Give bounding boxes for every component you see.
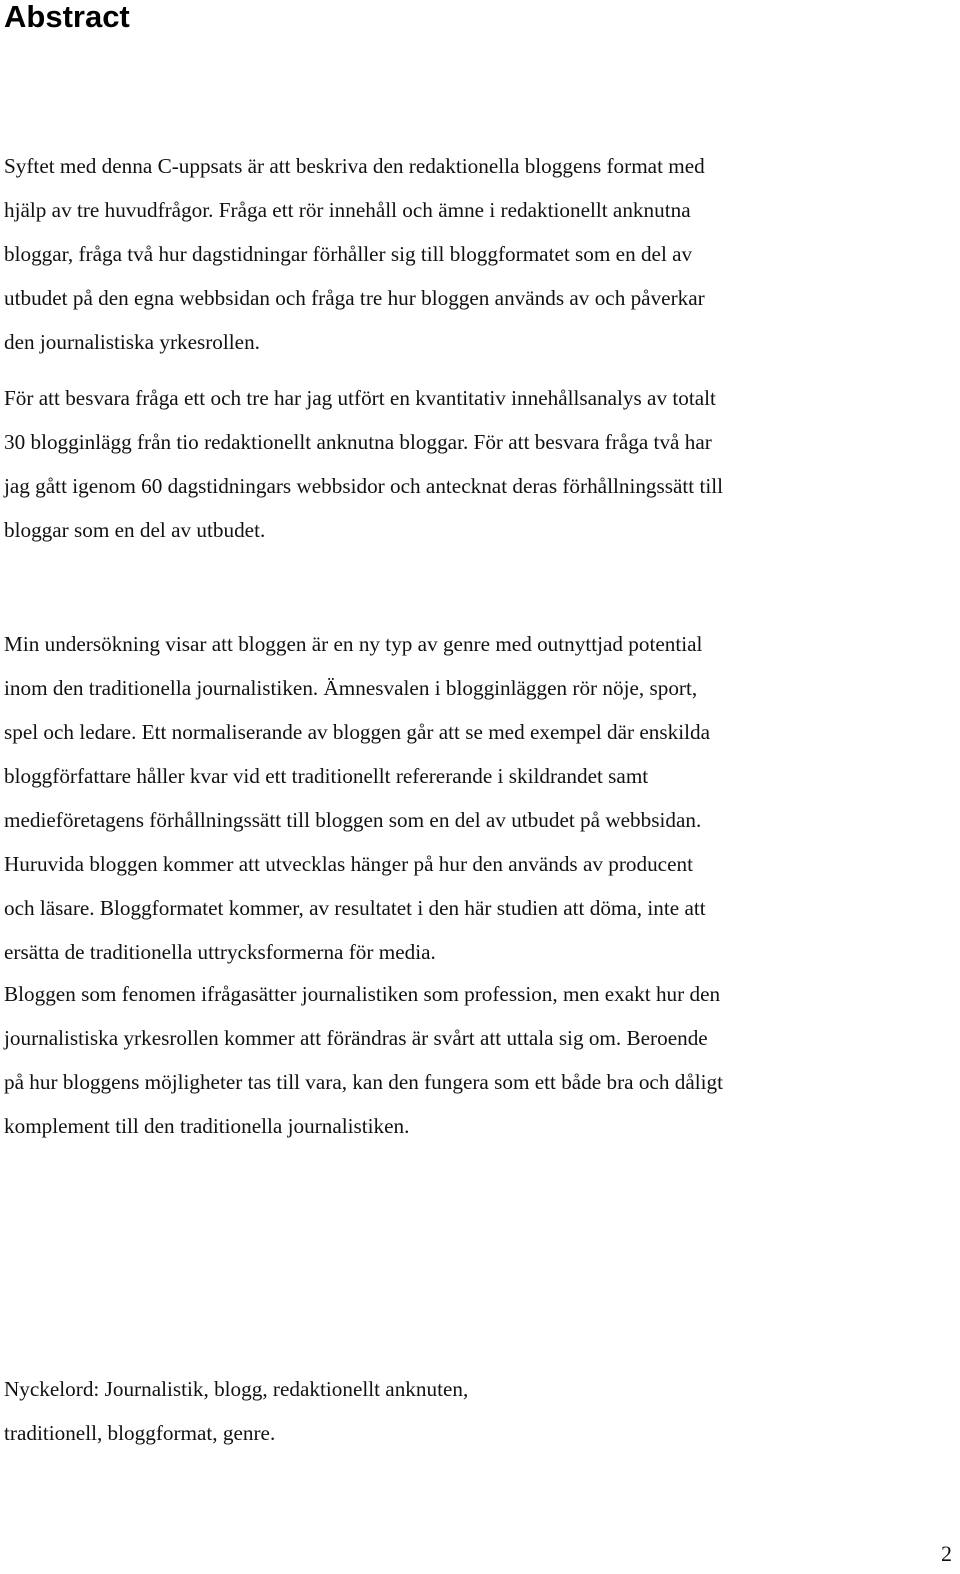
keywords: Nyckelord: Journalistik, blogg, redaktionellt anknuten, traditionell, bloggformat, genre.	[4, 1377, 469, 1445]
abstract-paragraph-method: För att besvara fråga ett och tre har jag utfört en kvantitativ innehållsanalys av totalt 30 blogginlägg från tio redaktionellt anknutna bloggar. För att besvara fråga två har jag gått igenom 60 dagstidningars webbsidor och antecknat deras förhållningssätt till bloggar som en del av utbudet.	[4, 386, 724, 542]
page-title: Abstract	[4, 0, 130, 34]
page-number: 2	[941, 1541, 952, 1566]
abstract-paragraph-purpose: Syftet med denna C-uppsats är att beskriva den redaktionella bloggens format med hjälp av tre huvudfrågor. Fråga ett rör innehåll och ämne i redaktionellt anknutna bloggar, fråga två hur dagstidningar förhåller sig till bloggformatet som en del av utbudet på den egna webbsidan och fråga tre hur bloggen används av och påverkar den journalistiska yrkesrollen.	[4, 154, 705, 354]
abstract-paragraph-results: Min undersökning visar att bloggen är en ny typ av genre med outnyttjad potential inom den traditionella journalistiken. Ämnesvalen i blogginläggen rör nöje, sport, spel och ledare. Ett normaliserande av bloggen går att se med exempel där enskilda bloggförfattare håller kvar vid ett traditionellt refererande i skildrandet samt medieföretagens förhållningssätt till bloggen som en del av utbudet på webbsidan. Huruvida bloggen kommer att utvecklas hänger på hur den används av producent och läsare. Bloggformatet kommer, av resultatet i den här studien att döma, inte att ersätta de traditionella uttrycksformerna för media.	[4, 632, 710, 964]
abstract-paragraph-conclusion: Bloggen som fenomen ifrågasätter journalistiken som profession, men exakt hur den journalistiska yrkesrollen kommer att förändras är svårt att uttala sig om. Beroende på hur bloggens möjligheter tas till vara, kan den fungera som ett både bra och dåligt komplement till den traditionella journalistiken.	[4, 982, 723, 1138]
